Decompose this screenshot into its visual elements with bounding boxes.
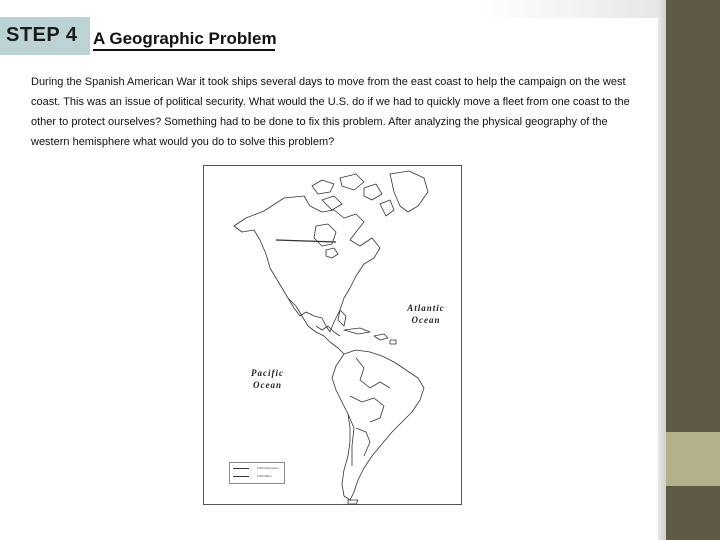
step-label: STEP 4 xyxy=(6,24,78,46)
page-shadow xyxy=(658,0,666,540)
sidebar-accent-block xyxy=(666,432,720,486)
atlantic-label-line1: Atlantic xyxy=(407,303,445,313)
atlantic-ocean-label xyxy=(396,302,456,326)
map-frame xyxy=(203,165,462,505)
scale-label-mi: 1000 Miles xyxy=(257,474,272,478)
pacific-label-line2: Ocean xyxy=(253,380,282,390)
document-title: A Geographic Problem xyxy=(93,29,277,48)
americas-map xyxy=(204,166,463,506)
scale-bar-mi xyxy=(233,476,249,477)
scale-bar-km xyxy=(233,468,249,469)
pacific-ocean-label xyxy=(240,367,295,391)
map-scale xyxy=(229,462,285,484)
document-body: During the Spanish American War it took ships several days to move from the east coast to help the campaign on the west coast. This was an issue of political security. What would the U.S. do if we had to quickly move a fleet from one coast to the other to protect ourselves? Something had to be done to fix this problem. After analyzing the physical geography of the western hemisphere what would you do to solve this problem? xyxy=(31,76,630,148)
atlantic-label-line2: Ocean xyxy=(411,315,441,325)
pacific-label-line1: Pacific xyxy=(251,368,284,378)
title-underline xyxy=(93,49,275,51)
top-fade xyxy=(480,0,665,18)
scale-label-km: 1000 Kilometers xyxy=(257,466,279,470)
